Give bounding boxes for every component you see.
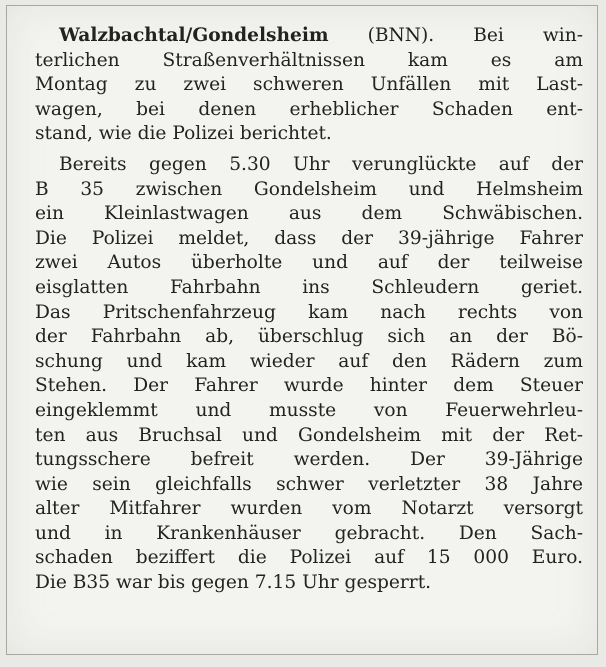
article-line: tungsschere befreit werden. Der 39-Jährige xyxy=(35,449,583,471)
article-paragraph-2 xyxy=(35,153,583,596)
article-line: zwei Autos überholte und auf der teilweise xyxy=(35,252,583,274)
article-line: schaden beziffert die Polizei auf 15 000 Euro. xyxy=(35,547,583,569)
article-line: schung und kam wieder auf den Rädern zum xyxy=(35,350,583,372)
article-line: stand, wie die Polizei berichtet. xyxy=(35,123,332,145)
article-line: alter Mitfahrer wurden vom Notarzt versorgt xyxy=(35,498,583,520)
article-dateline: Walzbachtal/Gondelsheim xyxy=(59,25,329,46)
article-line: terlichen Straßenverhältnissen kam es am xyxy=(35,49,583,71)
article-line: wagen, bei denen erheblicher Schaden ent- xyxy=(35,98,583,120)
article-line: Das Pritschenfahrzeug kam nach rechts von xyxy=(35,301,583,323)
article-line: Die Polizei meldet, dass der 39-jährige Fahrer xyxy=(35,227,583,249)
article-line: der Fahrbahn ab, überschlug sich an der Bö- xyxy=(35,326,583,348)
article-line: und in Krankenhäuser gebracht. Den Sach- xyxy=(35,522,583,544)
article-paragraph-1 xyxy=(35,24,583,147)
article-line: wie sein gleichfalls schwer verletzter 38 Jahre xyxy=(35,473,583,495)
article-line: Montag zu zwei schweren Unfällen mit Last- xyxy=(35,74,583,96)
article-line: eingeklemmt und musste von Feuerwehrleu- xyxy=(35,399,583,421)
article-line: Die B35 war bis gegen 7.15 Uhr gesperrt. xyxy=(35,572,432,594)
article-line: ein Kleinlastwagen aus dem Schwäbischen. xyxy=(35,203,583,225)
article-line: Bereits gegen 5.30 Uhr verunglückte auf der xyxy=(59,153,583,175)
article-line: Stehen. Der Fahrer wurde hinter dem Steuer xyxy=(35,375,583,397)
article-line-text: (BNN). Bei win- xyxy=(328,25,583,46)
article-line xyxy=(35,24,583,49)
article-line: eisglatten Fahrbahn ins Schleudern geriet. xyxy=(35,276,583,298)
article-line: B 35 zwischen Gondelsheim und Helmsheim xyxy=(35,178,583,200)
article-line: ten aus Bruchsal und Gondelsheim mit der Ret- xyxy=(35,424,583,446)
article-body xyxy=(35,24,583,596)
newspaper-clipping xyxy=(6,5,598,655)
